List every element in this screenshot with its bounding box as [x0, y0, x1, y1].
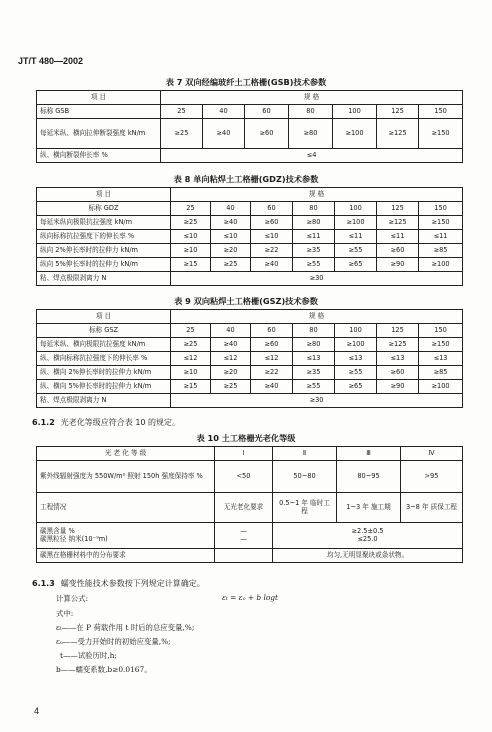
- table9-merged-value: ≥30: [171, 394, 463, 408]
- table9-cell: ≥22: [251, 366, 293, 380]
- table8-cell: ≤11: [419, 230, 463, 244]
- table10-cell: [273, 523, 463, 549]
- table7-cell: ≥25: [161, 119, 203, 149]
- table9-cell: ≤12: [171, 352, 211, 366]
- table9-cell: ≥15: [171, 380, 211, 394]
- table8-cell: ≥55: [335, 244, 377, 258]
- table8-cell: ≥65: [335, 258, 377, 272]
- table8-row-label: 纵向 5%伸长率时的拉伸力 kN/m: [37, 258, 171, 272]
- table7-merged-label: 纵、横向断裂伸长率 %: [37, 149, 161, 163]
- table9-cell: ≥100: [335, 338, 377, 352]
- table9-cell: ≥40: [251, 380, 293, 394]
- table-row: [37, 493, 463, 523]
- table8-cell: ≤10: [211, 230, 251, 244]
- table10-cell: 3~8 年 质保工程: [401, 493, 463, 523]
- table8-cell: ≥10: [171, 244, 211, 258]
- table9-item-header: 项 目: [37, 310, 171, 324]
- table-row: [37, 461, 463, 493]
- table8-row-label: 纵向 2%伸长率时的拉伸力 kN/m: [37, 244, 171, 258]
- table9-cell: ≤12: [251, 352, 293, 366]
- table9-cell: ≤13: [293, 352, 335, 366]
- table-row: [37, 352, 463, 366]
- table-row: [37, 149, 463, 163]
- table8-spec-cell: 80: [293, 202, 335, 216]
- table10-level: Ⅰ: [215, 447, 273, 461]
- definition-line: t——试验历时,h;: [60, 651, 117, 660]
- table9-cell: ≥55: [293, 380, 335, 394]
- table10-row-label: 工程情况: [37, 493, 215, 523]
- definition-line: b——蠕变系数,b≥0.0167。: [56, 665, 152, 674]
- table10-cell: 1~3 年 施工期: [337, 493, 401, 523]
- table9-cell: ≥55: [335, 366, 377, 380]
- table10: [36, 446, 463, 563]
- table-row: [37, 216, 463, 230]
- table8-cell: ≥25: [211, 258, 251, 272]
- table10-row-label: 紫外线辐射强度为 550W/m² 照射 150h 强度保持率 %: [37, 461, 215, 493]
- table8-cell: ≥25: [171, 216, 211, 230]
- section-6-1-3: [32, 578, 205, 589]
- table8-cell: ≥55: [293, 258, 335, 272]
- table8-row-label: 纵向标称抗拉强度下的伸长率 %: [37, 230, 171, 244]
- table10-cell: <50: [215, 461, 273, 493]
- table8-cell: ≥100: [335, 216, 377, 230]
- table9-label-row: 标称 GSZ: [37, 324, 171, 338]
- table-row: [37, 394, 463, 408]
- table8-cell: ≥150: [419, 216, 463, 230]
- table9-spec-cell: 40: [211, 324, 251, 338]
- page-number: 4: [34, 706, 40, 716]
- table8-spec-cell: 100: [335, 202, 377, 216]
- section-6-1-2: [32, 417, 180, 428]
- table-row: [37, 366, 463, 380]
- table9-cell: ≥100: [419, 380, 463, 394]
- table-row: [37, 380, 463, 394]
- table9-cell: ≥25: [171, 338, 211, 352]
- table9-cell: ≥10: [171, 366, 211, 380]
- table8-cell: ≥22: [251, 244, 293, 258]
- table7-spec-cell: 80: [289, 105, 333, 119]
- definition-line: εₜ——在 P 荷载作用 t 时后的总应变量,%;: [56, 623, 195, 632]
- table7-merged-value: ≤4: [161, 149, 463, 163]
- carbon-size-label: 碳黑粒径 纳米(10⁻⁹m): [40, 534, 108, 543]
- table8-cell: ≥100: [419, 258, 463, 272]
- table8-cell: ≥80: [293, 216, 335, 230]
- table9-cell: ≥35: [293, 366, 335, 380]
- table10-row-label: [37, 523, 215, 549]
- table7-spec-cell: 150: [419, 105, 463, 119]
- formula: εₜ = εₒ + b logt: [222, 593, 278, 602]
- table8-cell: ≥40: [211, 216, 251, 230]
- table10-level-header: 光 老 化 等 级: [37, 447, 215, 461]
- table9-spec-cell: 25: [171, 324, 211, 338]
- table8-cell: ≥20: [211, 244, 251, 258]
- table8-merged-label: 粘、焊点极限剥离力 N: [37, 272, 171, 286]
- table7-cell: ≥125: [377, 119, 419, 149]
- table-row: [37, 119, 463, 149]
- table7-cell: ≥60: [245, 119, 289, 149]
- table9-spec-cell: 80: [293, 324, 335, 338]
- table7-spec-cell: 25: [161, 105, 203, 119]
- table8-spec-header: 规 格: [171, 188, 463, 202]
- table8-cell: ≥15: [171, 258, 211, 272]
- table10-cell: 80~95: [337, 461, 401, 493]
- table10-row-label: 碳黑在格栅材料中的分布要求: [37, 549, 215, 563]
- table8-caption: 表 8 单向粘焊土工格栅(GDZ)技术参数: [173, 174, 319, 184]
- table8-merged-value: ≥30: [171, 272, 463, 286]
- table9-caption: 表 9 双向粘焊土工格栅(GSZ)技术参数: [174, 296, 318, 306]
- table8-cell: ≥60: [251, 216, 293, 230]
- table9-cell: ≥125: [377, 338, 419, 352]
- table9-cell: ≥80: [293, 338, 335, 352]
- table9-spec-cell: 60: [251, 324, 293, 338]
- standard-code-header: JT/T 480—2002: [18, 56, 84, 66]
- table9-spec-cell: 150: [419, 324, 463, 338]
- table9-cell: ≥25: [211, 380, 251, 394]
- table7-spec-cell: 40: [203, 105, 245, 119]
- table9-row-label: 纵、横向 5%伸长率时的拉伸力 kN/m: [37, 380, 171, 394]
- table8-label-row: 标称 GDZ: [37, 202, 171, 216]
- table8-spec-cell: 25: [171, 202, 211, 216]
- table9-spec-cell: 100: [335, 324, 377, 338]
- section-text: 光老化等级应符合表 10 的规定。: [60, 418, 181, 427]
- table8-cell: ≤10: [251, 230, 293, 244]
- table8-spec-cell: 150: [419, 202, 463, 216]
- table7-spec-header: 规 格: [161, 91, 463, 105]
- definition-line: εₒ——受力开始时的初始应变量,%;: [56, 637, 171, 646]
- table9-cell: ≥85: [419, 366, 463, 380]
- table8-cell: ≤11: [377, 230, 419, 244]
- table8-item-header: 项 目: [37, 188, 171, 202]
- dash-cell: —: [240, 534, 247, 543]
- table9-cell: ≥40: [211, 338, 251, 352]
- table8-cell: ≥85: [419, 244, 463, 258]
- table8-cell: ≤11: [293, 230, 335, 244]
- section-number: 6.1.2: [32, 418, 55, 427]
- table7: [36, 90, 463, 163]
- table10-cell: >95: [401, 461, 463, 493]
- section-number: 6.1.3: [32, 579, 55, 588]
- formula-label: 计算公式:: [56, 594, 89, 603]
- table8-cell: ≤11: [335, 230, 377, 244]
- table-row: [37, 549, 463, 563]
- table8-cell: ≥60: [377, 244, 419, 258]
- table-row: [37, 523, 463, 549]
- table9-cell: ≤13: [377, 352, 419, 366]
- table10-level: Ⅱ: [273, 447, 337, 461]
- table-row: [37, 338, 463, 352]
- table9-row-label: 纵、横向标称抗拉强度下的伸长率 %: [37, 352, 171, 366]
- table8-cell: ≥40: [251, 258, 293, 272]
- table7-cell: ≥40: [203, 119, 245, 149]
- carbon-content-label: 碳黑含量 %: [40, 526, 75, 535]
- carbon-content-value: ≥2.5±0.5: [351, 526, 384, 535]
- table8-cell: ≥35: [293, 244, 335, 258]
- table8-spec-cell: 125: [377, 202, 419, 216]
- table7-spec-cell: 125: [377, 105, 419, 119]
- table10-cell: 50~80: [273, 461, 337, 493]
- table-row: [37, 258, 463, 272]
- table-row: [37, 244, 463, 258]
- table8-cell: ≤10: [171, 230, 211, 244]
- table8: [36, 187, 463, 286]
- table7-row-label: 每延米纵、横向拉伸断裂强度 kN/m: [37, 119, 161, 149]
- table7-cell: ≥80: [289, 119, 333, 149]
- table9-cell: ≥65: [335, 380, 377, 394]
- table9: [36, 309, 463, 408]
- table8-spec-cell: 40: [211, 202, 251, 216]
- table7-item-header: 项 目: [37, 91, 161, 105]
- table10-cell: 无光老化要求: [215, 493, 273, 523]
- section-text: 蠕变性能技术参数按下列规定计算确定。: [60, 579, 205, 588]
- table8-cell: ≥90: [377, 258, 419, 272]
- table9-cell: ≥150: [419, 338, 463, 352]
- table9-row-label: 纵、横向 2%伸长率时的拉伸力 kN/m: [37, 366, 171, 380]
- table9-cell: ≤13: [419, 352, 463, 366]
- table7-caption: 表 7 双向经编玻纤土工格栅(GSB)技术参数: [165, 77, 327, 87]
- table10-caption: 表 10 土工格栅光老化等级: [196, 433, 296, 443]
- table9-spec-cell: 125: [377, 324, 419, 338]
- table10-cell: [215, 523, 273, 549]
- carbon-size-value: ≤25.0: [357, 534, 378, 543]
- where-label: 式中:: [56, 609, 74, 618]
- table-row: [37, 230, 463, 244]
- table7-cell: ≥100: [333, 119, 377, 149]
- table9-merged-label: 粘、焊点极限剥离力 N: [37, 394, 171, 408]
- table9-cell: ≥60: [251, 338, 293, 352]
- dash-cell: —: [240, 526, 247, 535]
- table9-spec-header: 规 格: [171, 310, 463, 324]
- table8-row-label: 每延米纵向极限抗拉强度 kN/m: [37, 216, 171, 230]
- table8-spec-cell: 60: [251, 202, 293, 216]
- table9-cell: ≥60: [377, 366, 419, 380]
- table10-cell: 0.5~1 年 临时工程: [273, 493, 337, 523]
- table9-cell: ≤13: [335, 352, 377, 366]
- table7-spec-cell: 60: [245, 105, 289, 119]
- table7-label-row: 标称 GSB: [37, 105, 161, 119]
- table10-cell: 均匀,无明显聚块或条状物。: [273, 549, 463, 563]
- table10-cell: [215, 549, 273, 563]
- table9-cell: ≤12: [211, 352, 251, 366]
- table7-cell: ≥150: [419, 119, 463, 149]
- table9-cell: ≥20: [211, 366, 251, 380]
- table10-level: Ⅳ: [401, 447, 463, 461]
- table9-cell: ≥90: [377, 380, 419, 394]
- table9-row-label: 每延米纵、横向极限抗拉强度 kN/m: [37, 338, 171, 352]
- table10-level: Ⅲ: [337, 447, 401, 461]
- table8-cell: ≥125: [377, 216, 419, 230]
- table7-spec-cell: 100: [333, 105, 377, 119]
- table-row: [37, 272, 463, 286]
